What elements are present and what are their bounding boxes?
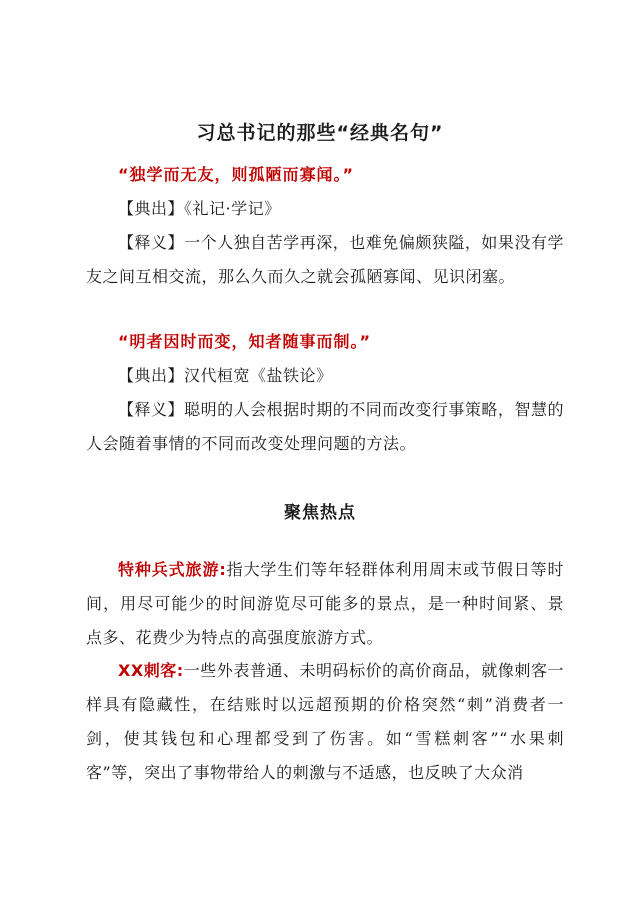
hot-topic-1 — [86, 553, 564, 655]
hot-topic-term: 特种兵式旅游: — [118, 560, 227, 579]
quote-block-2 — [86, 325, 564, 461]
hot-topic-2 — [86, 654, 564, 790]
hot-topic-text: 一些外表普通、未明码标价的高价商品，就像刺客一样具有隐藏性，在结账时以远超预期的价格突然“刺”消费者一剑，使其钱包和心理都受到了伤害。如“雪糕刺客”“水果刺客”等，突出了事物带给人的刺激与不适感，也反映了大众消 — [86, 661, 564, 782]
quote-meaning: 【释义】一个人独自苦学再深，也难免偏颇狭隘，如果没有学友之间互相交流，那么久而久之就会孤陋寡闻、见识闭塞。 — [86, 233, 564, 286]
quote-text: “独学而无友，则孤陋而寡闻。” — [118, 165, 355, 184]
page-title: 习总书记的那些“经典名句” — [196, 122, 444, 144]
quote-source: 【典出】汉代桓宽《盐铁论》 — [118, 366, 333, 385]
hot-topic-text: 指大学生们等年轻群体利用周末或节假日等时间，用尽可能少的时间游览尽可能多的景点，是一种时间紧、景点多、花费少为特点的高强度旅游方式。 — [86, 560, 564, 647]
quote-text: “明者因时而变，知者随事而制。” — [118, 332, 372, 351]
hot-topic-paragraph — [86, 553, 564, 655]
hot-topic-paragraph — [86, 654, 564, 790]
quote-source: 【典出】《礼记·学记》 — [118, 199, 281, 218]
hot-topic-term: XX刺客: — [118, 661, 184, 680]
section-heading: 聚焦热点 — [284, 503, 356, 523]
quote-block-1 — [86, 158, 564, 294]
quote-meaning: 【释义】聪明的人会根据时期的不同而改变行事策略，智慧的人会随着事情的不同而改变处理问题的方法。 — [86, 400, 564, 453]
